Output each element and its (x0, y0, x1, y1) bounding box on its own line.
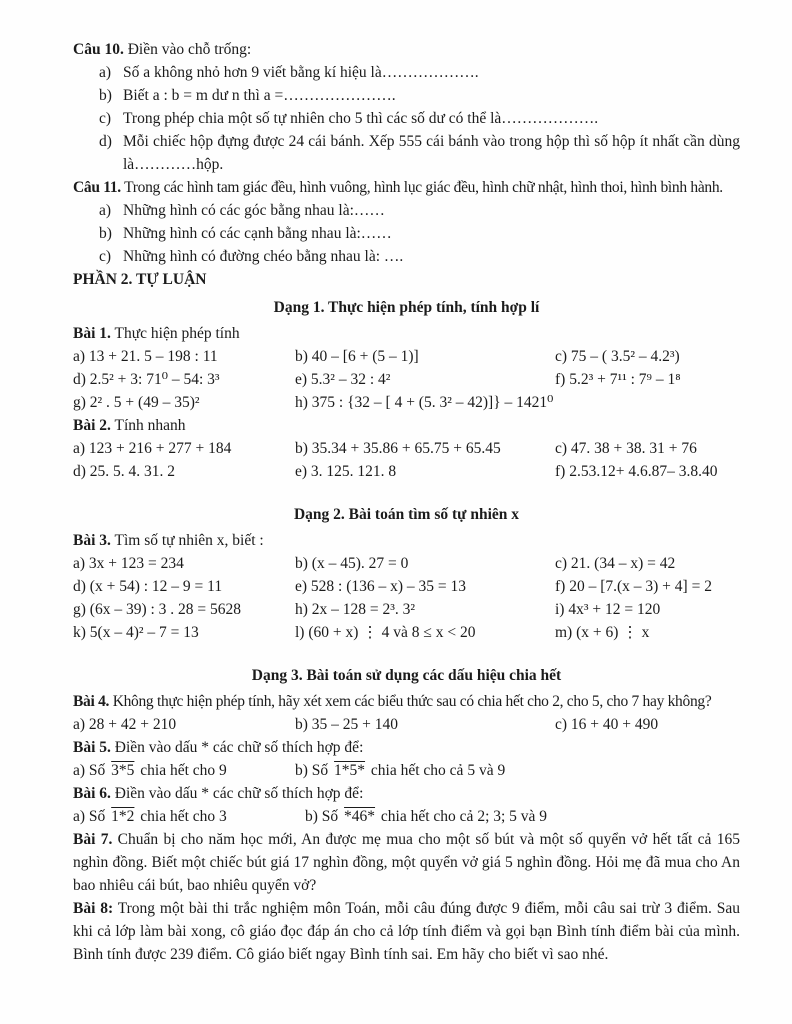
exercise-item (73, 759, 295, 782)
list-item (73, 130, 740, 176)
exercise-row (73, 713, 740, 736)
exercise-item: f) 20 – [7.(x – 3) + 4] = 2 (555, 578, 712, 595)
item-prefix: a) Số (73, 808, 106, 825)
exercise-item (73, 805, 305, 828)
item-text: Những hình có đường chéo bằng nhau là: …. (123, 248, 404, 265)
exercise-item: d) (x + 54) : 12 – 9 = 11 (73, 578, 223, 595)
exercise-6-label: Bài 6. (73, 785, 111, 802)
exercise-item (295, 759, 740, 782)
exercise-3-title: Tìm số tự nhiên x, biết : (114, 532, 264, 549)
exercise-3-label: Bài 3. (73, 532, 111, 549)
item-marker: d) (99, 133, 112, 150)
exercise-row (73, 621, 740, 644)
item-prefix: b) Số (295, 762, 329, 779)
item-marker: c) (99, 110, 112, 127)
question-10-label: Câu 10. (73, 41, 124, 58)
exercise-item: b) 35.34 + 35.86 + 65.75 + 65.45 (295, 440, 501, 457)
exercise-row (73, 368, 740, 391)
exercise-6-heading (73, 782, 740, 805)
section-title-dang1: Dạng 1. Thực hiện phép tính, tính hợp lí (273, 299, 540, 316)
starred-number: 3*5 (111, 762, 135, 779)
exercise-item: b) 35 – 25 + 140 (295, 716, 399, 733)
starred-number: 1*2 (111, 808, 135, 825)
list-item (73, 199, 740, 222)
exercise-item: a) 13 + 21. 5 – 198 : 11 (73, 348, 218, 365)
item-text: Biết a : b = m dư n thì a =…………………. (123, 87, 396, 104)
exercise-8-label: Bài 8: (73, 900, 114, 917)
exercise-row (73, 598, 740, 621)
exercise-item: f) 5.2³ + 7¹¹ : 7⁹ – 1⁸ (555, 371, 681, 388)
question-11-text: Trong các hình tam giác đều, hình vuông, hình lục giác đều, hình chữ nhật, hình thoi, hình bình hành. (124, 179, 723, 196)
exercise-item: c) 75 – ( 3.5² – 4.2³) (555, 348, 680, 365)
item-text: Trong phép chia một số tự nhiên cho 5 thì các số dư có thể là………………. (123, 110, 599, 127)
exercise-item: b) (x – 45). 27 = 0 (295, 555, 409, 572)
exercise-7-text: Chuẩn bị cho năm học mới, An được mẹ mua cho một số bút và một số quyển vở hết tất cả 165 nghìn đồng. Biết một chiếc bút giá 17 nghìn đồng, một quyển vở giá 5 nghìn đồng. Hỏi mẹ đã mua cho An bao nhiêu cái bút, bao nhiêu quyển vở? (73, 831, 740, 894)
section-title-dang2: Dạng 2. Bài toán tìm số tự nhiên x (293, 506, 520, 523)
item-text: Những hình có các góc bằng nhau là:…… (123, 202, 385, 219)
exercise-row (73, 345, 740, 368)
exercise-row (73, 460, 740, 483)
exercise-2-label: Bài 2. (73, 417, 111, 434)
exercise-row (73, 552, 740, 575)
exercise-2-heading (73, 414, 740, 437)
exercise-2-title: Tính nhanh (114, 417, 186, 434)
item-marker: a) (99, 64, 112, 81)
item-marker: c) (99, 248, 112, 265)
list-item (73, 107, 740, 130)
item-text: Những hình có các cạnh bằng nhau là:…… (123, 225, 392, 242)
exercise-4-heading (73, 690, 740, 713)
exercise-row (73, 805, 740, 828)
exercise-item: e) 5.3² – 32 : 4² (295, 371, 391, 388)
exercise-1-heading (73, 322, 740, 345)
exercise-item: a) 28 + 42 + 210 (73, 716, 177, 733)
exercise-item: d) 2.5² + 3: 71⁰ – 54: 3³ (73, 371, 220, 388)
exercise-item: a) 123 + 216 + 277 + 184 (73, 440, 232, 457)
exercise-5-heading (73, 736, 740, 759)
exercise-4-label: Bài 4. (73, 693, 110, 710)
part-2-heading: PHẦN 2. TỰ LUẬN (73, 271, 207, 288)
exercise-item: h) 375 : {32 – [ 4 + (5. 3² – 42)]} – 1421⁰ (295, 394, 554, 411)
exercise-row (73, 575, 740, 598)
item-suffix: chia hết cho cả 2; 3; 5 và 9 (380, 808, 548, 825)
item-prefix: a) Số (73, 762, 106, 779)
exercise-item: e) 3. 125. 121. 8 (295, 463, 397, 480)
item-marker: b) (99, 87, 112, 104)
list-item (73, 61, 740, 84)
starred-number: 1*5* (334, 762, 366, 779)
exercise-item: h) 2x – 128 = 2³. 3² (295, 601, 416, 618)
list-item (73, 245, 740, 268)
exercise-item: m) (x + 6) ⋮ x (555, 624, 650, 641)
exercise-item: g) (6x – 39) : 3 . 28 = 5628 (73, 601, 242, 618)
starred-number: *46* (344, 808, 376, 825)
exercise-3-heading (73, 529, 740, 552)
exercise-4-title: Không thực hiện phép tính, hãy xét xem các biểu thức sau có chia hết cho 2, cho 5, cho 7 hay không? (112, 693, 712, 710)
exercise-item: a) 3x + 123 = 234 (73, 555, 184, 572)
exercise-item: i) 4x³ + 12 = 120 (555, 601, 661, 618)
exercise-7-label: Bài 7. (73, 831, 113, 848)
exercise-item: c) 21. (34 – x) = 42 (555, 555, 676, 572)
exercise-8-paragraph (73, 897, 740, 966)
question-11-heading (73, 176, 740, 199)
question-11-label: Câu 11. (73, 179, 121, 196)
item-text: Số a không nhỏ hơn 9 viết bằng kí hiệu là………………. (123, 64, 479, 81)
item-marker: a) (99, 202, 112, 219)
item-suffix: chia hết cho 3 (140, 808, 227, 825)
exercise-item: d) 25. 5. 4. 31. 2 (73, 463, 176, 480)
exercise-item: g) 2² . 5 + (49 – 35)² (73, 394, 200, 411)
list-item (73, 222, 740, 245)
exercise-item: c) 16 + 40 + 490 (555, 716, 659, 733)
exercise-row (73, 437, 740, 460)
item-prefix: b) Số (305, 808, 339, 825)
exercise-8-text: Trong một bài thi trắc nghiệm môn Toán, mỗi câu đúng được 9 điểm, mỗi câu sai trừ 3 điểm. Sau khi cả lớp làm bài xong, cô giáo đọc đáp án cho cả lớp tính điểm và gọi bạn Bình tính điểm bài của mình. Bình tính được 239 điểm. Cô giáo biết ngay Bình tính sai. Em hãy cho biết vì sao nhé. (73, 900, 740, 963)
item-marker: b) (99, 225, 112, 242)
exercise-1-title: Thực hiện phép tính (114, 325, 240, 342)
exercise-5-title: Điền vào dấu * các chữ số thích hợp để: (114, 739, 364, 756)
exercise-row (73, 391, 740, 414)
item-text: Mỗi chiếc hộp đựng được 24 cái bánh. Xếp 555 cái bánh vào trong hộp thì số hộp ít nhất cần dùng là…………hộp. (123, 133, 740, 173)
section-title-dang3: Dạng 3. Bài toán sử dụng các dấu hiệu chia hết (251, 667, 562, 684)
exercise-item: l) (60 + x) ⋮ 4 và 8 ≤ x < 20 (295, 624, 476, 641)
item-suffix: chia hết cho cả 5 và 9 (370, 762, 506, 779)
exercise-1-label: Bài 1. (73, 325, 111, 342)
exercise-5-label: Bài 5. (73, 739, 111, 756)
exercise-item: c) 47. 38 + 38. 31 + 76 (555, 440, 697, 457)
question-10-text: Điền vào chỗ trống: (127, 41, 252, 58)
exercise-item: e) 528 : (136 – x) – 35 = 13 (295, 578, 467, 595)
exercise-item: b) 40 – [6 + (5 – 1)] (295, 348, 419, 365)
exercise-7-paragraph (73, 828, 740, 897)
exercise-item: k) 5(x – 4)² – 7 = 13 (73, 624, 199, 641)
exercise-6-title: Điền vào dấu * các chữ số thích hợp để: (114, 785, 364, 802)
list-item (73, 84, 740, 107)
exercise-row (73, 759, 740, 782)
exercise-item (305, 805, 740, 828)
exercise-item (555, 391, 740, 414)
question-10-heading (73, 38, 740, 61)
item-suffix: chia hết cho 9 (140, 762, 227, 779)
exercise-item: f) 2.53.12+ 4.6.87– 3.8.40 (555, 463, 718, 480)
